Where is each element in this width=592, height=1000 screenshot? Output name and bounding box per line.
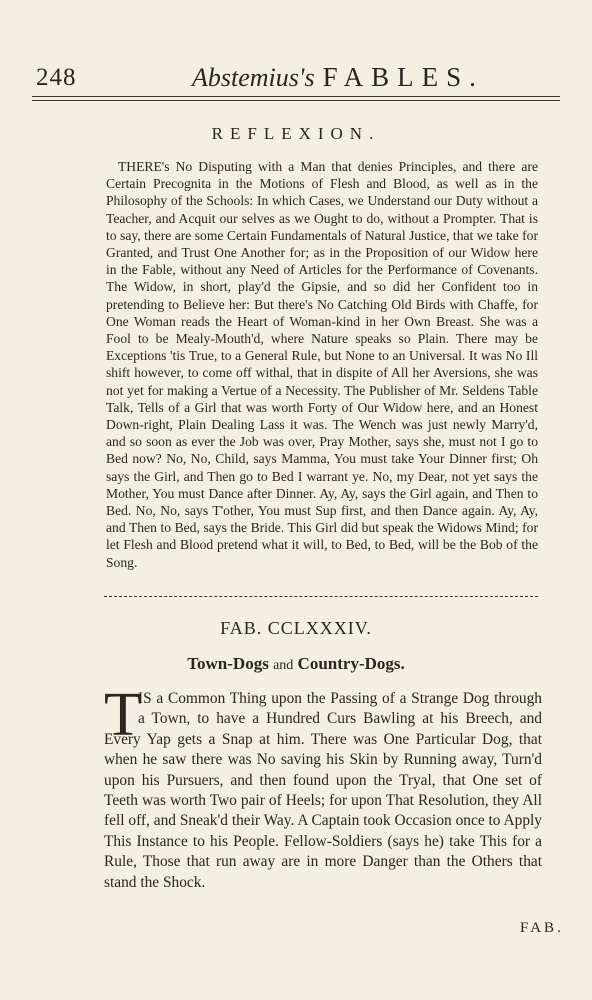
fable-title bbox=[0, 654, 592, 674]
running-title-word: FABLES. bbox=[322, 62, 484, 92]
reflexion-heading: REFLEXION. bbox=[211, 124, 381, 143]
fable-paragraph: IS a Common Thing upon the Passing of a Strange Dog through a Town, to have a Hundred Curs Bawling at his Breech, and Every Yap gets a Snap at him. There was One Particular Dog, that when he saw there was No saving his Skin by Running away, Turn'd upon his Pursuers, and then found upon the Tryal, that One set of Teeth was worth Two pair of Heels; for upon That Resolution, they All fell off, and Sneak'd their Way. A Captain took Occasion once to Apply This Instance to his People. Fellow-Soldiers (says he) take This for a Rule, Those that run away are in more Danger than the Others that stand the Shock. bbox=[104, 690, 542, 891]
header-rule-bottom bbox=[32, 100, 560, 101]
drop-cap: T bbox=[104, 681, 142, 749]
page-number: 248 bbox=[36, 64, 77, 91]
fable-title-and: and bbox=[273, 658, 294, 673]
catchword: FAB. bbox=[520, 920, 564, 936]
running-title bbox=[192, 62, 484, 93]
fable-title-part2: Country-Dogs. bbox=[297, 654, 405, 673]
header-rule-top bbox=[32, 96, 560, 97]
drop-cap-space bbox=[104, 689, 138, 729]
reflexion-paragraph: THERE's No Disputing with a Man that denies Principles, and there are Certain Precognita in the Motions of Flesh and Blood, as well as in the Philosophy of the Schools: In which Cases, we Understand our Duty without a Teacher, and Acquit our selves as we Ought to do, without a Prompter. That is to say, there are some Certain Fundamentals of Natural Justice, that we take for Granted, and Trust One Another for; as in the Proposition of our Widow here in the Fable, without any Need of Articles for the Performance of Covenants. The Widow, in short, play'd the Gipsie, and so did her Confident too in pretending to Believe her: But there's No Catching Old Birds with Chaffe, for One Woman reads the Heart of Woman-kind in her Own Breast. She was a Fool to be Mealy-Mouth'd, where Nature speaks so Plain. There may be Exceptions 'tis True, to a General Rule, but None to an Universal. It was No Ill shift however, to come off withal, that in dispite of All her Aversions, she was not yet for making a Vertue of a Necessity. The Publisher of Mr. Seldens Table Talk, Tells of a Girl that was worth Forty of Our Widow here, and an Honest Down-right, Plain Dealing Lass it was. The Wench was just newly Marry'd, and so soon as ever the Job was over, Pray Mother, says she, must not I go to Bed now? No, No, Child, says Mamma, You must take Your Dinner first; Oh says the Girl, and Then go to Bed I warrant ye. No, my Dear, not yet says the Mother, You must Dance after Dinner. Ay, Ay, says the Girl again, and Then to Bed. No, No, says T'other, You must Sup first, and then Dance again. Ay, Ay, and Then to Bed, says the Bride. This Girl did but speak the Widows Mind; for let Flesh and Blood pretend what it will, to Bed, to Bed, will be the Bob of the Song. bbox=[106, 159, 538, 570]
running-title-author: Abstemius's bbox=[192, 63, 315, 92]
running-header bbox=[32, 60, 560, 100]
fable-heading: FAB. CCLXXXIV. bbox=[220, 618, 372, 638]
section-separator bbox=[104, 596, 538, 597]
reflexion-body bbox=[106, 158, 538, 571]
fable-body bbox=[104, 689, 542, 893]
fable-title-part1: Town-Dogs bbox=[187, 654, 269, 673]
